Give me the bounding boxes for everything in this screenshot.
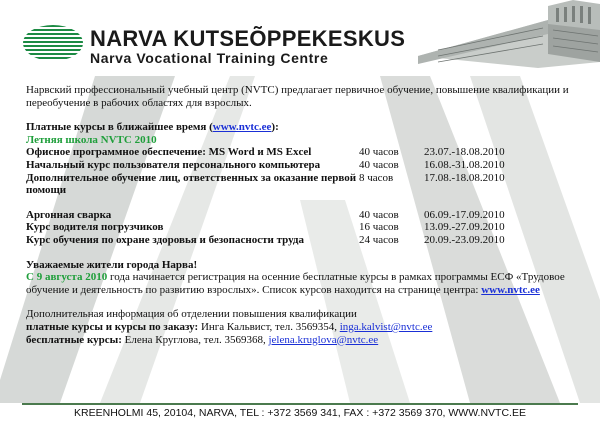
page-header — [0, 0, 600, 76]
contacts-paid-line — [26, 321, 586, 334]
contacts-free-person: Елена Круглова, тел. 3569368, — [121, 333, 269, 346]
paid-courses-heading — [26, 121, 586, 134]
contacts-paid-email[interactable]: inga.kalvist@nvtc.ee — [339, 320, 433, 333]
course-hours: 40 часов — [359, 158, 399, 171]
paid-heading-link[interactable]: www.nvtc.ee — [212, 121, 272, 134]
course-hours: 24 часов — [359, 233, 399, 246]
contacts-free-line — [26, 334, 586, 347]
contacts-free-label: бесплатные курсы: — [26, 333, 122, 346]
spacer — [26, 247, 586, 259]
spacer — [26, 296, 586, 308]
course-hours: 16 часов — [359, 221, 399, 234]
notice-date: С 9 августа 2010 — [26, 271, 108, 284]
course-hours: 40 часов — [359, 146, 399, 159]
paid-heading-suffix: ): — [271, 121, 279, 134]
contacts-paid-label: платные курсы и курсы по заказу: — [26, 320, 199, 333]
striped-globe-logo-icon — [22, 24, 84, 62]
courses-table-autumn — [26, 209, 564, 247]
footer-address: KREENHOLMI 45, 20104, NARVA, TEL : +372 3569 341, FAX : +372 3569 370, WWW.NVTC.EE — [74, 407, 526, 419]
header-title-english: Narva Vocational Training Centre — [90, 50, 329, 66]
course-dates: 06.09.-17.09.2010 — [424, 208, 505, 221]
table-row — [26, 209, 564, 222]
notice-greeting: Уважаемые жители города Нарва! — [26, 258, 198, 271]
table-row — [26, 159, 564, 172]
footer-divider — [22, 403, 578, 405]
main-content — [26, 84, 586, 346]
course-name: Курс водителя погрузчиков — [26, 221, 164, 234]
course-dates: 23.07.-18.08.2010 — [424, 146, 505, 159]
table-row — [26, 221, 564, 234]
course-name: Офисное программное обеспечение: MS Word и MS Excel — [26, 146, 312, 159]
header-title-estonian: NARVA KUTSEÕPPEKESKUS — [90, 26, 406, 51]
paid-heading-prefix: Платные курсы в ближайшее время ( — [26, 121, 213, 134]
course-name: Дополнительное обучение лиц, ответственных за оказание первой помощи — [26, 171, 357, 197]
course-hours: 8 часов — [359, 171, 394, 184]
notice-text: года начинается регистрация на осенние бесплатные курсы в рамках программы ЕСФ «Трудовое обучение и деятельность по развитию взрослых». Список курсов находится на странице центра: — [26, 271, 565, 296]
contacts-free-email[interactable]: jelena.kruglova@nvtc.ee — [268, 333, 379, 346]
contacts-intro: Дополнительная информация об отделении повышения квалификации — [26, 308, 357, 321]
course-dates: 16.08.-31.08.2010 — [424, 158, 505, 171]
notice-paragraph — [26, 271, 586, 296]
course-name: Аргонная сварка — [26, 208, 112, 221]
intro-paragraph: Нарвский профессиональный учебный центр (NVTC) предлагает первичное обучение, повышение квалификации и переобучение в рабочих областях для взрослых. — [26, 84, 569, 109]
page-footer — [0, 403, 600, 427]
table-row — [26, 234, 564, 247]
school-building-drawing-icon — [398, 0, 600, 76]
course-name: Курс обучения по охране здоровья и безопасности труда — [26, 233, 304, 246]
course-dates: 17.08.-18.08.2010 — [424, 171, 505, 184]
notice-link[interactable]: www.nvtc.ee — [481, 283, 540, 296]
course-dates: 20.09.-23.09.2010 — [424, 233, 505, 246]
course-hours: 40 часов — [359, 208, 399, 221]
course-name: Начальный курс пользователя персонального компьютера — [26, 158, 321, 171]
courses-table-summer — [26, 146, 564, 196]
table-row — [26, 146, 564, 159]
contacts-paid-person: Инга Кальвист, тел. 3569354, — [198, 320, 340, 333]
course-dates: 13.09.-27.09.2010 — [424, 221, 505, 234]
summer-school-title: Летняя школа NVTC 2010 — [26, 133, 157, 146]
table-row — [26, 172, 564, 197]
spacer — [26, 197, 586, 209]
